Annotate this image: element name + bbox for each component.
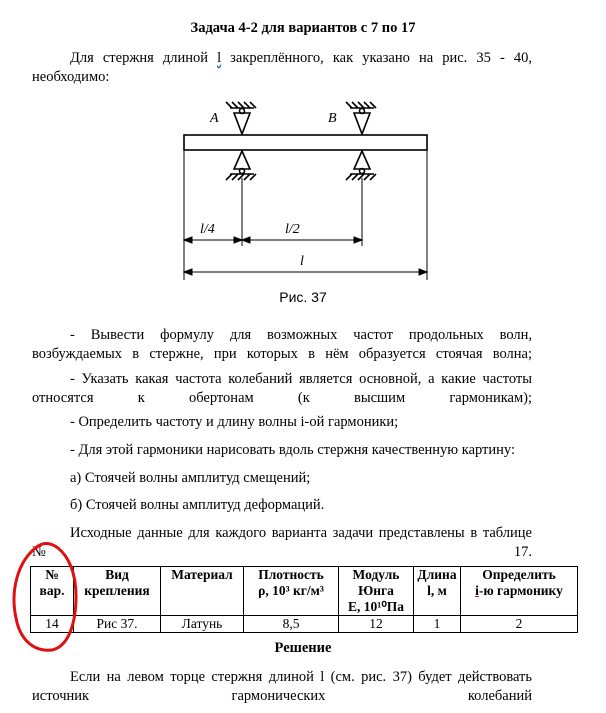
dim-half — [242, 237, 362, 243]
support-a-top — [226, 102, 256, 134]
modulus-line2: Юнга — [358, 583, 394, 598]
cell-length: 1 — [414, 616, 461, 633]
col-mount: Вид крепления — [74, 567, 161, 616]
modulus-line3: E, 10¹⁰Па — [348, 599, 404, 614]
last-paragraph: Если на левом торце стержня длиной l (см. рис. 37) будет действовать источник гармонических колебаний — [32, 669, 532, 704]
data-table — [30, 566, 578, 633]
density-line1: Плотность — [258, 567, 324, 582]
item-5: а) Стоячей волны амплитуд смещений; — [70, 470, 311, 486]
dim-full-label: l — [300, 254, 304, 269]
item-6: б) Стоячей волны амплитуд деформаций. — [70, 497, 325, 513]
support-a-bottom — [226, 151, 256, 180]
dim-full — [184, 269, 427, 275]
item-2: - Указать какая частота колебаний является основной, а какие частоты относятся к обертонам (к высшим гармоникам); — [32, 371, 532, 406]
col-modulus — [339, 567, 414, 616]
col-var: № вар. — [31, 567, 74, 616]
item-4: - Для этой гармоники нарисовать вдоль стержня качественную картину: — [70, 442, 516, 458]
support-b-top — [346, 102, 376, 134]
beam — [184, 135, 427, 150]
support-b-bottom — [346, 151, 376, 180]
density-line2: ρ, 10³ кг/м³ — [258, 583, 324, 598]
beam-figure — [170, 100, 440, 285]
item-1: - Вывести формулу для возможных частот продольных волн, возбуждаемых в стержне, при которых в нём образуется стоячая волна; — [32, 327, 532, 362]
col-density — [244, 567, 339, 616]
figure-caption: Рис. 37 — [279, 289, 327, 305]
harm-line1: Определить — [482, 567, 556, 582]
length-line2: l, м — [427, 583, 447, 598]
dim-quarter-label: l/4 — [200, 222, 215, 237]
modulus-line1: Модуль — [352, 567, 400, 582]
col-length — [414, 567, 461, 616]
intro-text-after: закреплённого, как указано на рис. 35 - 40, необходимо: — [32, 50, 532, 85]
col-material: Материал — [161, 567, 244, 616]
intro-text-before: Для стержня длиной — [70, 50, 218, 66]
harm-line2: -ю гармонику — [478, 583, 563, 598]
table-row — [31, 616, 578, 633]
label-b: B — [328, 111, 337, 126]
intro-var-l: l — [217, 50, 222, 66]
cell-modulus: 12 — [339, 616, 414, 633]
dim-half-label: l/2 — [285, 222, 300, 237]
item-3: - Определить частоту и длину волны i-ой гармоники; — [70, 414, 399, 430]
extension-lines — [184, 150, 427, 280]
task-title: Задача 4-2 для вариантов с 7 по 17 — [190, 20, 416, 36]
table-header-row — [31, 567, 578, 616]
harm-i: i — [475, 583, 479, 598]
cell-material: Латунь — [161, 616, 244, 633]
cell-density: 8,5 — [244, 616, 339, 633]
dim-quarter — [184, 237, 242, 243]
intro-paragraph — [32, 49, 532, 87]
cell-harmonic: 2 — [461, 616, 578, 633]
table-intro: Исходные данные для каждого варианта задачи представлены в таблице № 17. — [32, 525, 532, 560]
cell-mount: Рис 37. — [74, 616, 161, 633]
length-line1: Длина — [417, 567, 457, 582]
label-a: A — [210, 111, 219, 126]
cell-var: 14 — [31, 616, 74, 633]
solution-title: Решение — [274, 640, 332, 656]
col-harmonic — [461, 567, 578, 616]
